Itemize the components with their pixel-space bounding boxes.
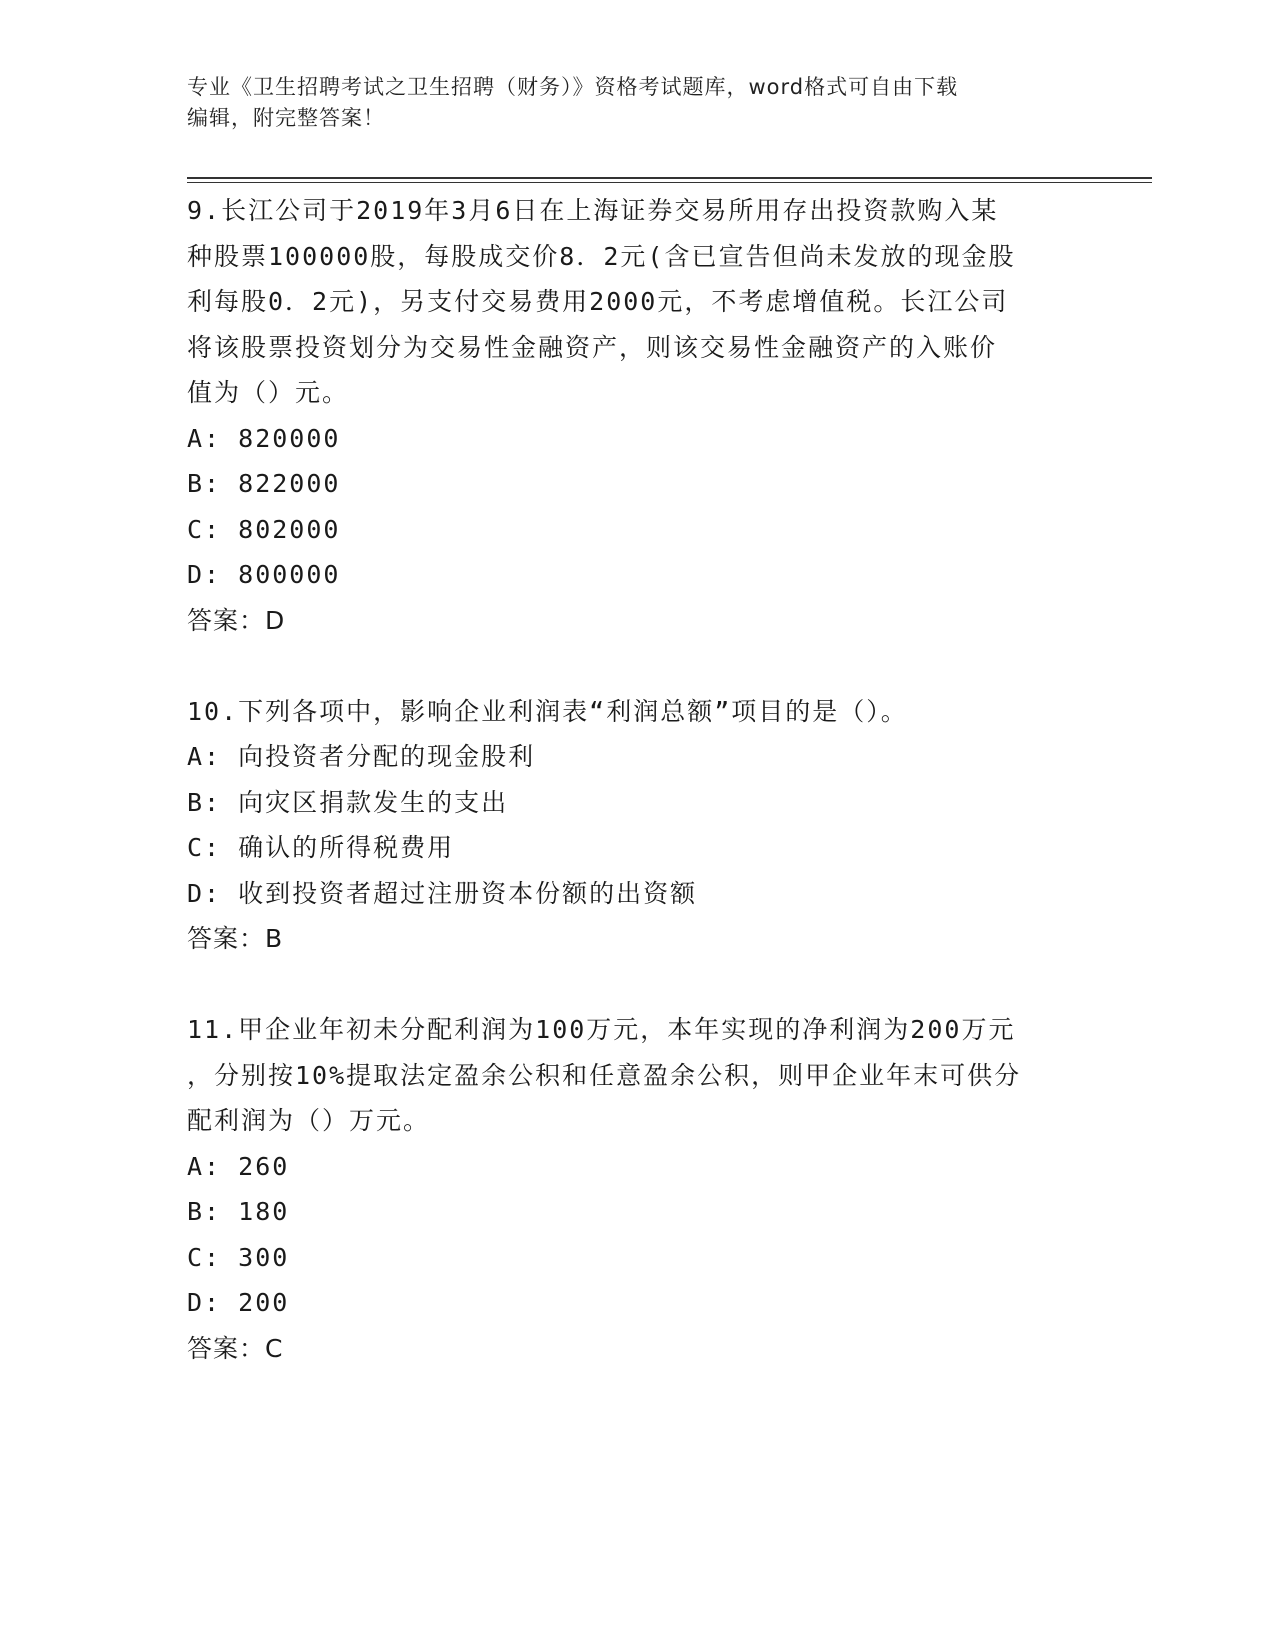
answer-label: 答案：B	[187, 924, 284, 953]
document-header	[187, 72, 1087, 134]
option-a: A: 向投资者分配的现金股利	[187, 742, 536, 771]
question-9	[187, 188, 1087, 643]
question-list	[187, 188, 1087, 1371]
answer-label: 答案：D	[187, 605, 286, 635]
header-line-1: 专业《卫生招聘考试之卫生招聘（财务）》资格考试题库，word格式可自由下载	[187, 75, 959, 99]
question-text-line: 10.下列各项中，影响企业利润表“利润总额”项目的是（）。	[187, 696, 908, 726]
option-d: D: 200	[187, 1288, 290, 1317]
answer-label: 答案：C	[187, 1333, 284, 1363]
question-text-line: ，分别按10%提取法定盈余公积和任意盈余公积，则甲企业年末可供分	[187, 1060, 1022, 1090]
header-divider-thick	[187, 177, 1152, 179]
question-text-line: 种股票100000股，每股成交价8．2元(含已宣告但尚未发放的现金股	[187, 241, 1016, 271]
option-d: D: 收到投资者超过注册资本份额的出资额	[187, 878, 698, 908]
question-text-line: 9.长江公司于2019年3月6日在上海证券交易所用存出投资款购入某	[187, 196, 999, 225]
question-text-line: 将该股票投资划分为交易性金融资产，则该交易性金融资产的入账价	[187, 332, 998, 362]
question-text-line: 配利润为（）万元。	[187, 1106, 431, 1135]
question-text-line: 11.甲企业年初未分配利润为100万元，本年实现的净利润为200万元	[187, 1015, 1016, 1044]
header-divider-thin	[187, 182, 1152, 183]
question-text-line: 值为（）元。	[187, 378, 350, 407]
spacer	[187, 643, 1087, 689]
option-a: A: 820000	[187, 423, 341, 453]
header-line-2: 编辑，附完整答案！	[187, 106, 385, 130]
option-b: B: 向灾区捐款发生的支出	[187, 787, 509, 817]
option-c: C: 300	[187, 1242, 290, 1272]
question-10	[187, 689, 1087, 962]
question-11	[187, 1007, 1087, 1371]
option-b: B: 822000	[187, 469, 341, 498]
spacer	[187, 962, 1087, 1008]
question-text-line: 利每股0．2元)，另支付交易费用2000元，不考虑增值税。长江公司	[187, 287, 1009, 316]
option-d: D: 800000	[187, 560, 341, 589]
option-b: B: 180	[187, 1197, 290, 1226]
option-a: A: 260	[187, 1151, 290, 1181]
option-c: C: 确认的所得税费用	[187, 833, 455, 862]
option-c: C: 802000	[187, 514, 341, 544]
